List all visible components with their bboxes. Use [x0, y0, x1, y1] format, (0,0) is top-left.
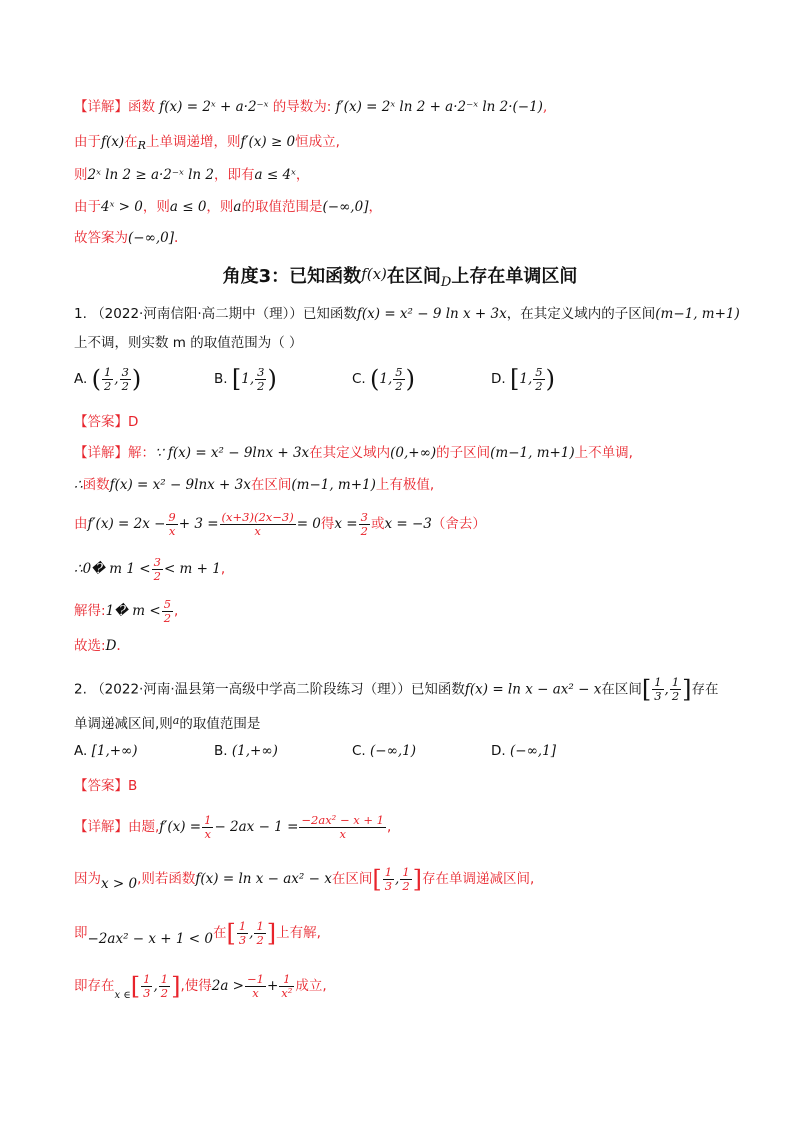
detail1-line5: 故答案为(−∞,0].	[74, 230, 179, 246]
q1-detail-line5: 解得:1� m < $\frac{5}{2}$ ,	[74, 597, 179, 625]
math-expr: f′(x) = 2ˣ ln 2 + a·2⁻ˣ ln 2·(−1)	[335, 99, 543, 115]
answer-value: B	[128, 778, 138, 794]
q1-detail-line1: 【详解】解：∵ f(x) = x² − 9lnx + 3x在其定义域内(0,+∞)的子区间(m−1, m+1)上不单调,	[74, 445, 633, 461]
detail1-line4: 由于4ˣ > 0，则a ≤ 0，则a的取值范围是(−∞,0]，	[74, 199, 382, 215]
q2-detail-line3: 即−2ax² − x + 1 < 0在[ $\frac{1}{3}$ , $\frac{1}{2}$ ]上有解,	[74, 919, 321, 948]
q2-line1: 2. （2022·河南·温县第一高级中学高二阶段练习（理））已知函数f(x) = ln x − ax² − x在区间[ $\frac{1}{3}$ , $\frac{1}{2}$ ]存在	[74, 675, 719, 704]
q1-detail-line2: ∴函数f(x) = x² − 9lnx + 3x在区间(m−1, m+1)上有极值,	[74, 477, 435, 493]
section-heading: 角度3：已知函数f(x)在区间$_D$上存在单调区间	[222, 265, 578, 290]
q1-detail-line3: 由f′(x) = 2x − $\frac{9}{x}$ + 3 = $\frac{(x+3)(2x-3)}{x}$ = 0得x = $\frac{3}{2}$ 或x = −3（舍去）	[74, 510, 486, 538]
question-number: 1.	[74, 306, 87, 322]
detail1-line1: 【详解】函数 f(x) = 2ˣ + a·2⁻ˣ 的导数为: f′(x) = 2ˣ ln 2 + a·2⁻ˣ ln 2·(−1),	[74, 99, 548, 115]
detail-tag: 【详解】	[74, 99, 128, 115]
q1-option-c[interactable]: C. (1, $\frac{5}{2}$ )	[352, 364, 415, 393]
q1-option-d[interactable]: D. [1, $\frac{5}{2}$ )	[491, 364, 555, 393]
question-number: 2.	[74, 681, 87, 698]
q2-detail-line4: 即存在$_{x \in}$[ $\frac{1}{3}$ , $\frac{1}{2}$ ],使得2a > $\frac{-1}{x}$ + $\frac{1}{\text{x²}}$ 成立,	[74, 972, 327, 1001]
q2-line2: 单调递减区间,则$^a$的取值范围是	[74, 714, 261, 732]
q1-detail-line6: 故选:D.	[74, 638, 121, 654]
detail1-line2: 由于f(x)在$_R$上单调递增，则f′(x) ≥ 0恒成立,	[74, 134, 340, 152]
q1-line2: 上不调，则实数 m 的取值范围为（ ）	[74, 335, 303, 351]
q2-option-c[interactable]: C. (−∞,1)	[352, 743, 416, 759]
q1-option-b[interactable]: B. [1, $\frac{3}{2}$ )	[214, 364, 277, 393]
q2-option-b[interactable]: B. (1,+∞)	[214, 743, 278, 759]
q1-detail-line4: ∴0� m 1 < $\frac{3}{2}$ < m + 1,	[74, 555, 226, 583]
q1-answer: 【答案】D	[74, 414, 139, 430]
q1-option-a[interactable]: A. ( $\frac{1}{2}$ , $\frac{3}{2}$ )	[74, 364, 142, 393]
answer-value: D	[128, 414, 139, 430]
detail1-line3: 则2ˣ ln 2 ≥ a·2⁻ˣ ln 2，即有a ≤ 4ˣ，	[74, 167, 310, 183]
q2-detail-line1: 【详解】由题,f′(x) = $\frac{1}{x}$ − 2ax − 1 = $\frac{\text{−2ax² − x + 1}}{x}$ ,	[74, 813, 392, 841]
q1-line1: 1. （2022·河南信阳·高二期中（理））已知函数f(x) = x² − 9 ln x + 3x，在其定义域内的子区间(m−1, m+1)	[74, 306, 740, 322]
q2-answer: 【答案】B	[74, 778, 138, 794]
math-expr: f(x) = 2ˣ + a·2⁻ˣ	[159, 99, 269, 115]
q2-detail-line2: 因为x > 0,则若函数f(x) = ln x − ax² − x在区间[ $\frac{1}{3}$ , $\frac{1}{2}$ ]存在单调递减区间,	[74, 865, 535, 894]
q2-option-a[interactable]: A. [1,+∞)	[74, 743, 138, 759]
q2-option-d[interactable]: D. (−∞,1]	[491, 743, 556, 759]
